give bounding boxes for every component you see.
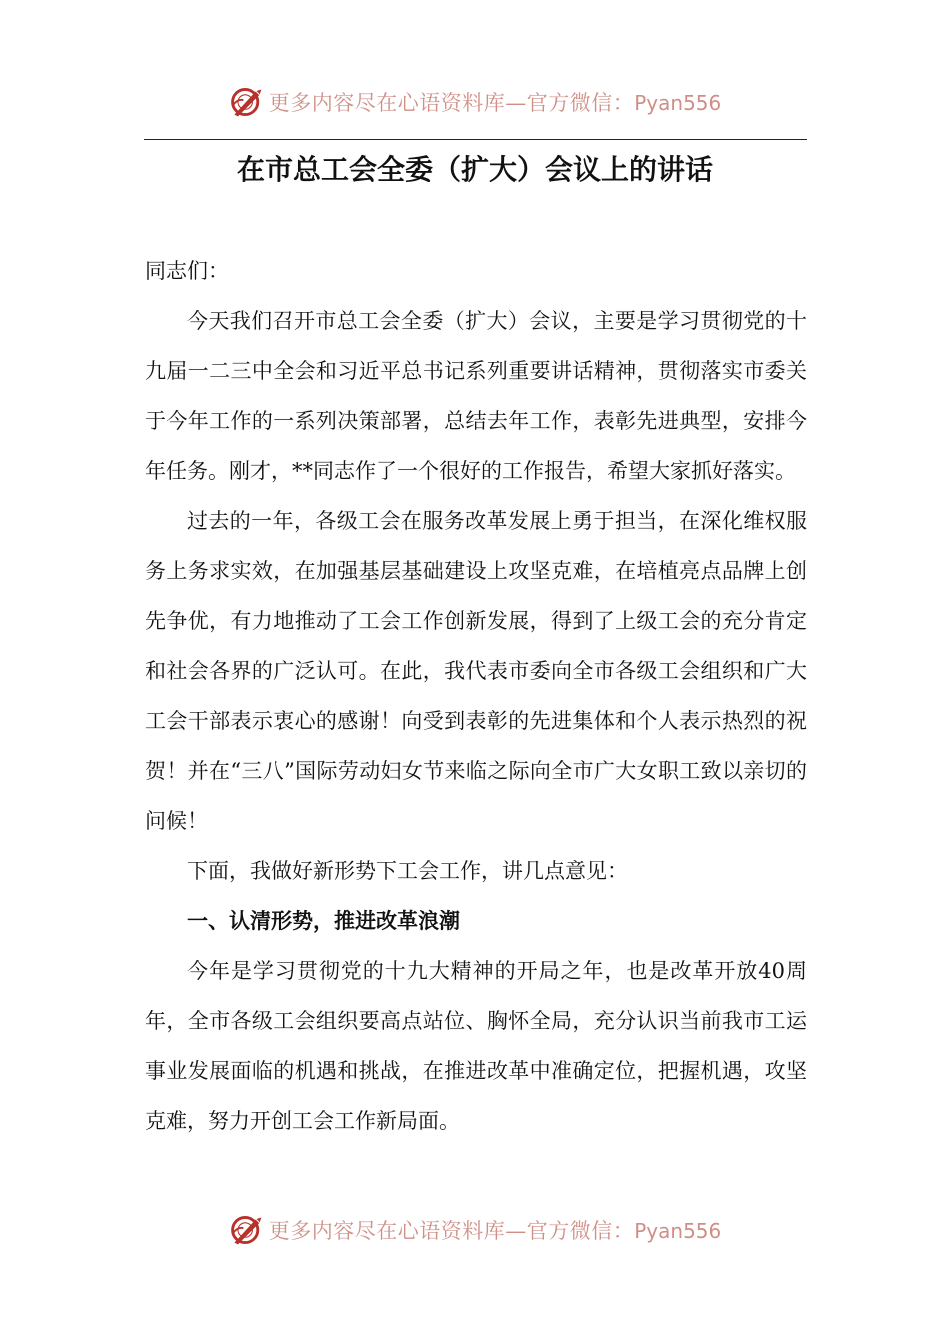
watermark-text (269, 1215, 722, 1245)
header-watermark-banner (0, 80, 950, 124)
paragraph: 今天我们召开市总工会全委（扩大）会议，主要是学习贯彻党的十九届一二三中全会和习近平总书记系列重要讲话精神，贯彻落实市委关于今年工作的一系列决策部署，总结去年工作，表彰先进典型，安排今年任务。刚才，**同志作了一个很好的工作报告，希望大家抓好落实。 (145, 309, 807, 483)
watermark-wechat-id: Pyan556 (634, 91, 722, 115)
paragraph: 下面，我做好新形势下工会工作，讲几点意见： (187, 859, 628, 883)
document-title: 在市总工会全委（扩大）会议上的讲话 (236, 153, 713, 186)
watermark-text (269, 87, 722, 117)
pen-nib-logo-icon (229, 1212, 265, 1248)
paragraph: 今年是学习贯彻党的十九大精神的开局之年，也是改革开放40周年，全市各级工会组织要高点站位、胸怀全局，充分认识当前我市工运事业发展面临的机遇和挑战，在推进改革中准确定位，把握机遇，攻坚克难，努力开创工会工作新局面。 (145, 959, 807, 1133)
pen-nib-logo-icon (229, 84, 265, 120)
salutation: 同志们： (145, 259, 229, 283)
header-divider (144, 139, 807, 140)
document-body (145, 246, 807, 1146)
watermark-label: 更多内容尽在心语资料库—官方微信： (268, 1219, 635, 1243)
watermark-wechat-id: Pyan556 (634, 1219, 722, 1243)
paragraph: 过去的一年，各级工会在服务改革发展上勇于担当，在深化维权服务上务求实效，在加强基层基础建设上攻坚克难，在培植亮点品牌上创先争优，有力地推动了工会工作创新发展，得到了上级工会的充分肯定和社会各界的广泛认可。在此，我代表市委向全市各级工会组织和广大工会干部表示衷心的感谢！向受到表彰的先进集体和个人表示热烈的祝贺！并在“三八”国际劳动妇女节来临之际向全市广大女职工致以亲切的问候！ (145, 509, 807, 833)
watermark-label: 更多内容尽在心语资料库—官方微信： (268, 91, 635, 115)
section-heading: 一、认清形势，推进改革浪潮 (187, 909, 460, 933)
footer-watermark-banner (0, 1208, 950, 1252)
